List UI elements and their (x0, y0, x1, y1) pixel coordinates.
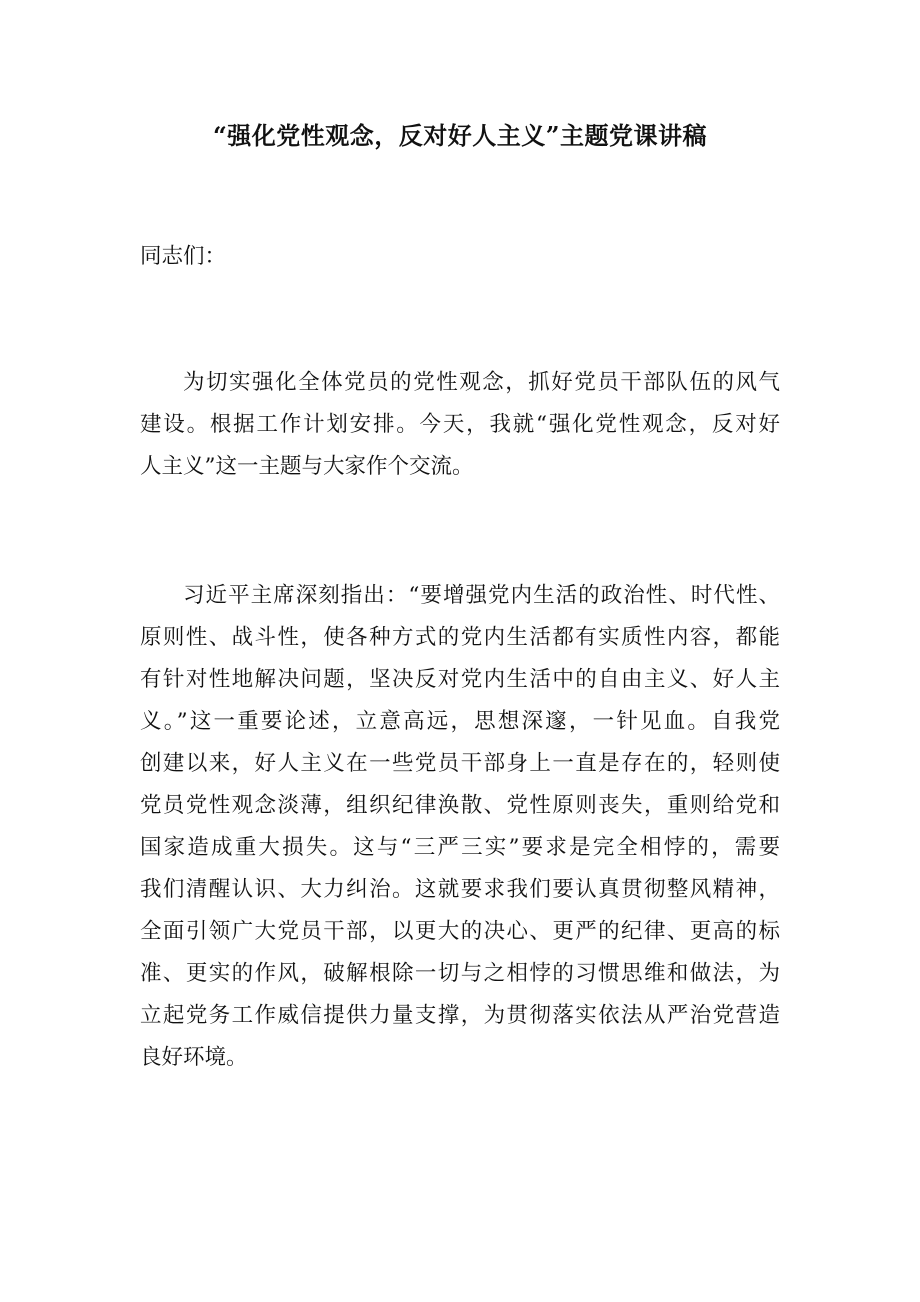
paragraph-line: 建设。根据工作计划安排。今天，我就“强化党性观念，反对好 (140, 412, 780, 437)
paragraph-line: 原则性、战斗性，使各种方式的党内生活都有实质性内容，都能 (140, 625, 780, 650)
paragraph-line: 立起党务工作威信提供力量支撑，为贯彻落实依法从严治党营造 (140, 1003, 780, 1028)
paragraph-line: 良好环境。 (140, 1045, 248, 1070)
paragraph-line: 准、更实的作风，破解根除一切与之相悖的习惯思维和做法，为 (140, 961, 780, 986)
paragraph-line: 人主义”这一主题与大家作个交流。 (140, 454, 474, 479)
paragraph-line: 习近平主席深刻指出：“要增强党内生活的政治性、时代性、 (183, 583, 780, 608)
paragraph-line: 创建以来，好人主义在一些党员干部身上一直是存在的，轻则使 (140, 751, 780, 776)
paragraph-line: 为切实强化全体党员的党性观念，抓好党员干部队伍的风气 (183, 370, 780, 395)
paragraph-line: 有针对性地解决问题，坚决反对党内生活中的自由主义、好人主 (140, 667, 780, 692)
paragraph-line: 党员党性观念淡薄，组织纪律涣散、党性原则丧失，重则给党和 (140, 793, 780, 818)
paragraph-line: 全面引领广大党员干部，以更大的决心、更严的纪律、更高的标 (140, 919, 780, 944)
paragraph-2 (140, 575, 780, 1079)
paragraph-line: 国家造成重大损失。这与“三严三实”要求是完全相悖的，需要 (140, 835, 780, 860)
document-title: “强化党性观念，反对好人主义”主题党课讲稿 (212, 121, 708, 150)
paragraph-1 (140, 362, 780, 488)
paragraph-line: 我们清醒认识、大力纠治。这就要求我们要认真贯彻整风精神， (140, 877, 780, 902)
paragraph-line: 义。”这一重要论述，立意高远，思想深邃，一针见血。自我党 (140, 709, 780, 734)
salutation: 同志们： (140, 244, 227, 269)
